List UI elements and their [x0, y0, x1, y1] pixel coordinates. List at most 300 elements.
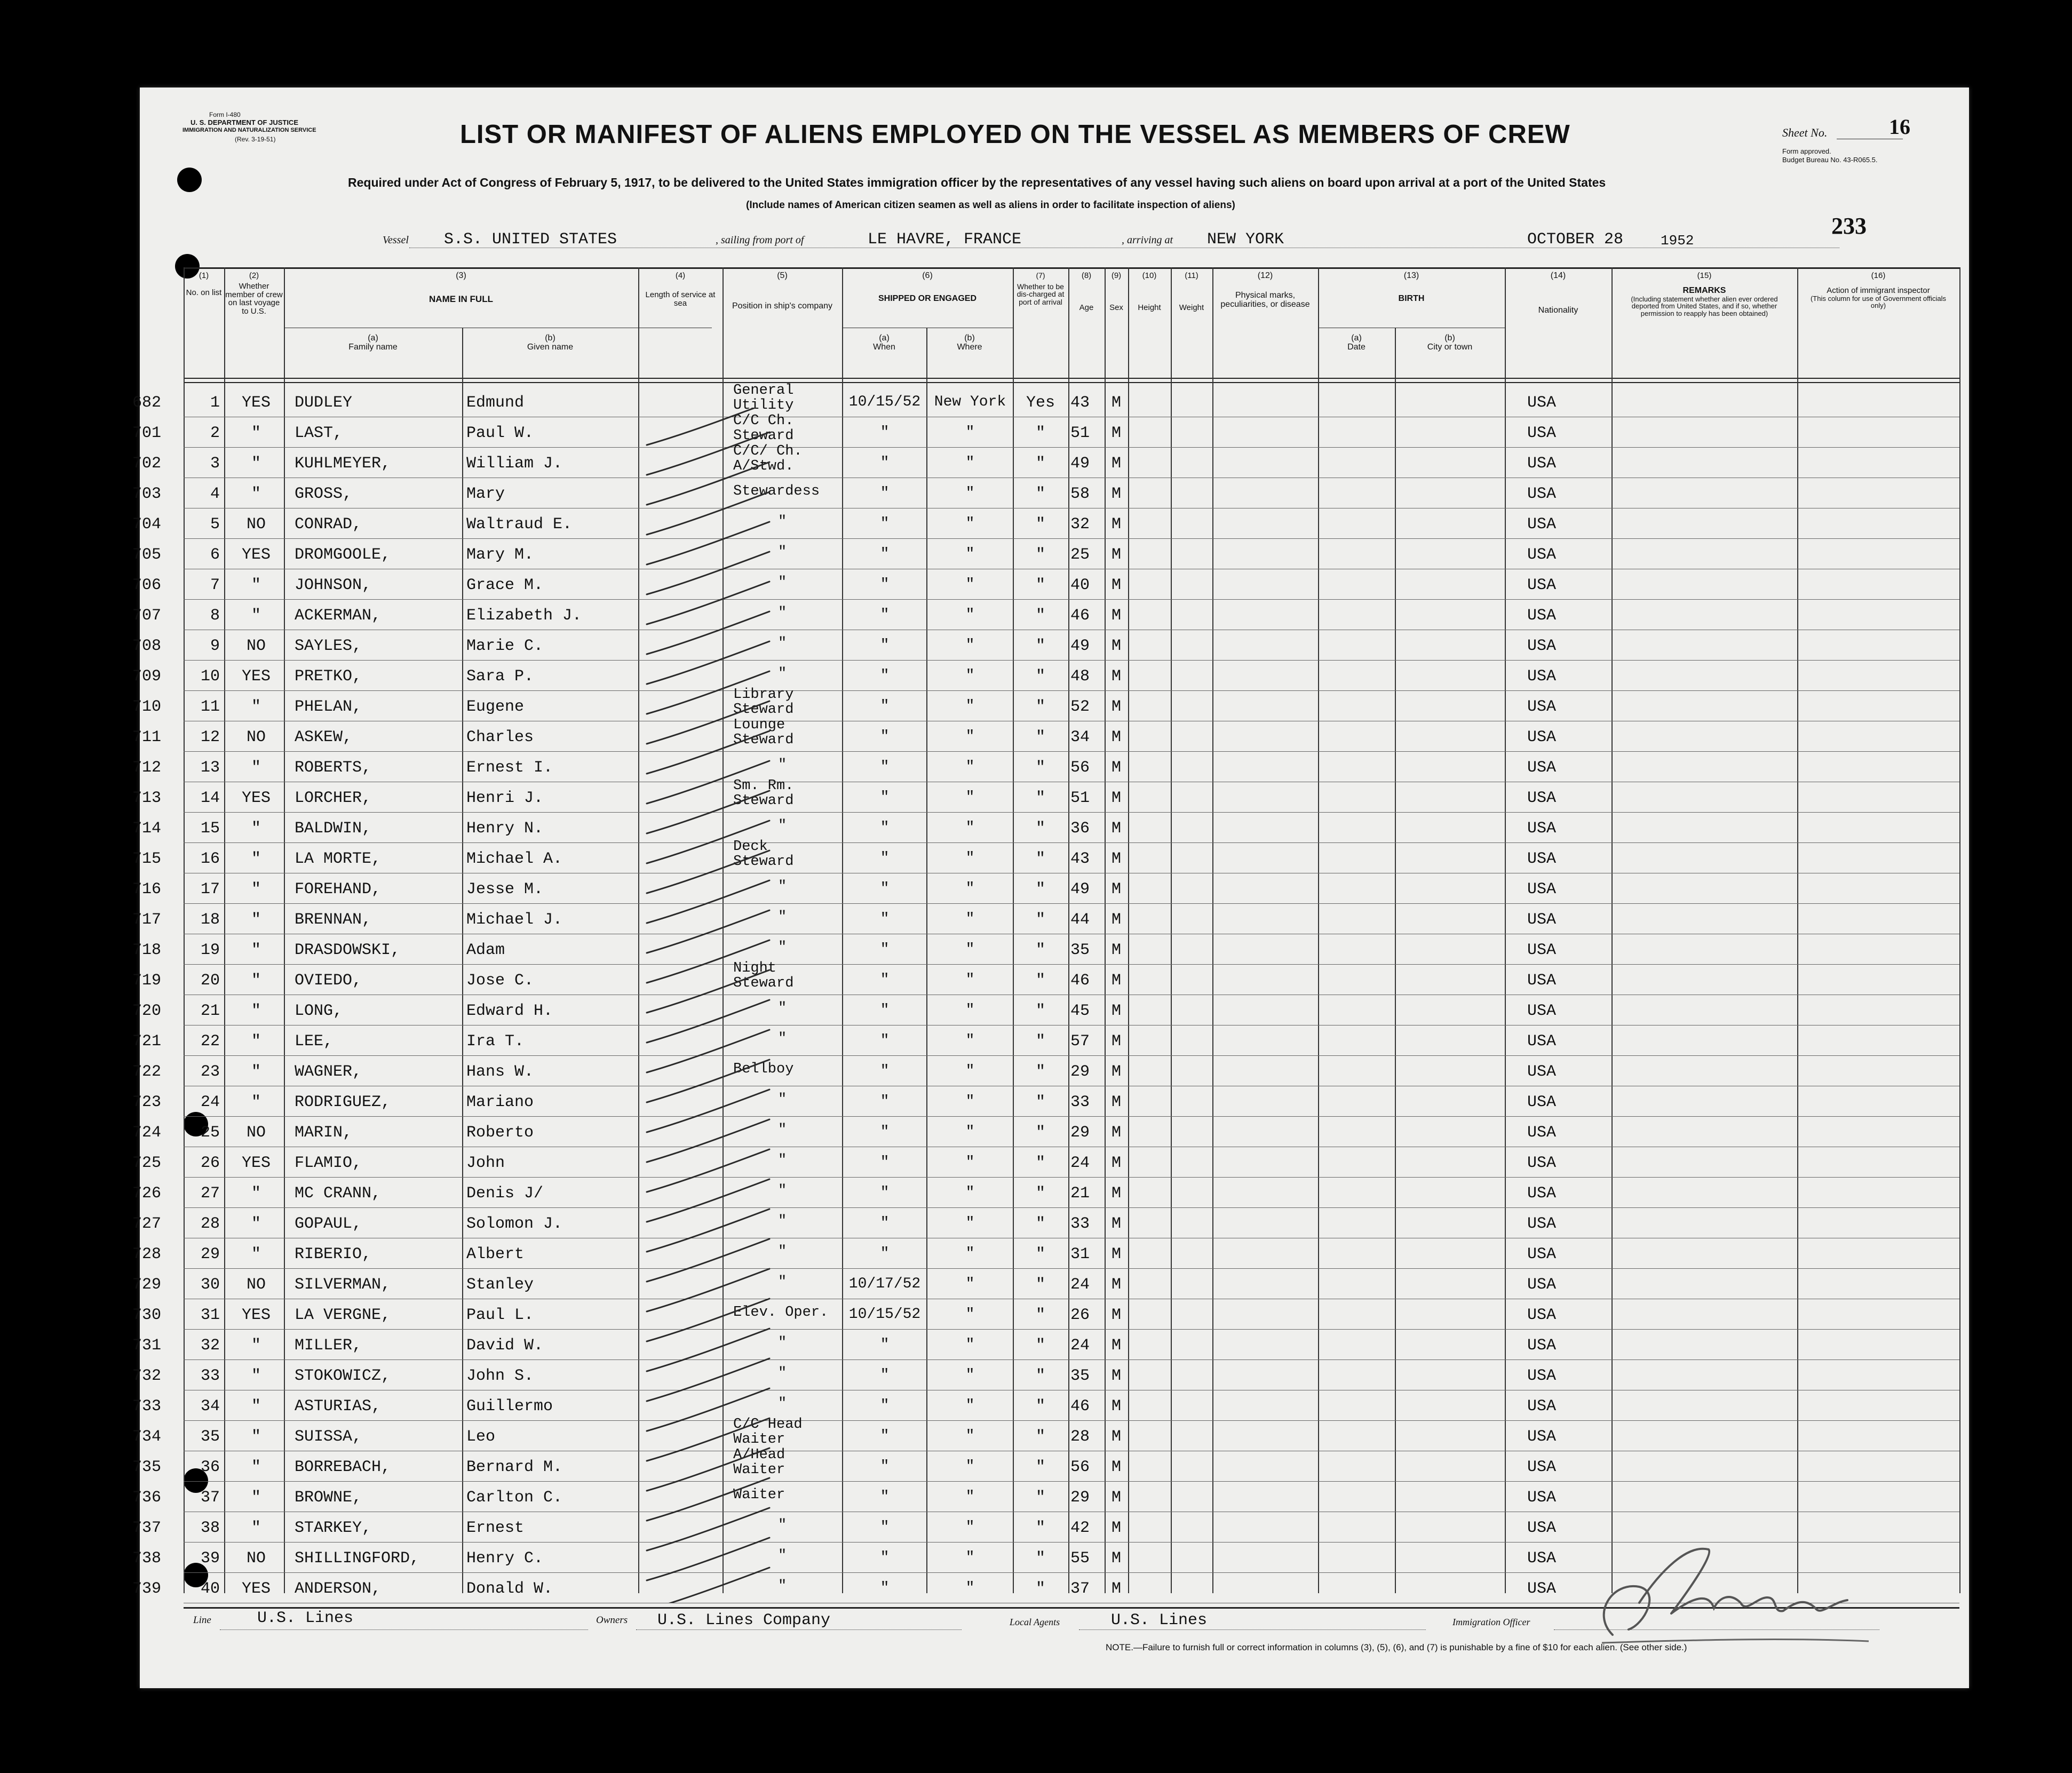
row-reference: 708: [132, 637, 161, 655]
discharged: ": [1035, 941, 1045, 959]
row-reference: 721: [132, 1032, 161, 1051]
row-number: 3: [210, 455, 220, 473]
position-line-1: Library: [733, 687, 794, 703]
given-name: John: [466, 1154, 505, 1172]
position-line-2: ": [778, 818, 787, 834]
shipped-when: ": [880, 759, 890, 775]
row-reference: 682: [132, 394, 161, 412]
shipped-where: ": [965, 1367, 975, 1384]
given-name: Michael A.: [466, 850, 563, 868]
discharged: ": [1035, 1367, 1045, 1385]
discharged: ": [1035, 1549, 1045, 1568]
nationality: USA: [1527, 698, 1557, 716]
form-approved: Form approved.: [1782, 147, 1831, 155]
family-name: KUHLMEYER,: [295, 455, 391, 473]
given-name: Marie C.: [466, 637, 544, 655]
position-line-2: ": [778, 1000, 787, 1016]
previous-voyage: ": [251, 1093, 261, 1111]
row-reference: 733: [132, 1397, 161, 1416]
row-reference: 715: [132, 850, 161, 868]
age: 51: [1070, 424, 1090, 442]
budget-bureau-no: Budget Bureau No. 43-R065.5.: [1782, 156, 1878, 164]
age: 42: [1070, 1519, 1090, 1537]
family-name: STARKEY,: [295, 1519, 372, 1537]
nationality: USA: [1527, 728, 1557, 746]
row-number: 37: [200, 1489, 220, 1507]
age: 31: [1070, 1245, 1090, 1263]
family-name: MARIN,: [295, 1124, 353, 1142]
nationality: USA: [1527, 637, 1557, 655]
previous-voyage: ": [251, 1397, 261, 1416]
shipped-when: 10/15/52: [848, 394, 921, 410]
row-number: 29: [200, 1245, 220, 1263]
discharged: ": [1035, 728, 1045, 746]
discharged: ": [1035, 1397, 1045, 1416]
row-reference: 705: [132, 546, 161, 564]
nationality: USA: [1527, 546, 1557, 564]
nationality: USA: [1527, 1306, 1557, 1324]
row-number: 20: [200, 972, 220, 990]
discharged: ": [1035, 1337, 1045, 1355]
table-row: [132, 1447, 1969, 1481]
given-name: Paul L.: [466, 1306, 534, 1324]
age: 25: [1070, 546, 1090, 564]
position-line-2: Steward: [733, 975, 794, 991]
shipped-where: ": [965, 1397, 975, 1414]
vessel-name: S.S. UNITED STATES: [444, 230, 617, 249]
previous-voyage: ": [251, 1215, 261, 1233]
table-row: [132, 1329, 1969, 1359]
position-line-1: C/C/ Ch.: [733, 443, 803, 459]
shipped-when: ": [880, 1428, 890, 1444]
nationality: USA: [1527, 424, 1557, 442]
position-line-2: ": [778, 1578, 787, 1594]
given-name: Sara P.: [466, 667, 534, 686]
sex: M: [1111, 546, 1121, 564]
given-name: Michael J.: [466, 911, 563, 929]
position-line-2: Utility: [733, 397, 794, 414]
shipped-where: ": [965, 789, 975, 806]
arriving-label: , arriving at: [1122, 234, 1173, 246]
line-rule: [220, 1629, 588, 1630]
position-line-2: ": [778, 940, 787, 956]
age: 28: [1070, 1428, 1090, 1446]
col-8-header: (8) Age: [1079, 271, 1094, 312]
position-line-2: ": [778, 1365, 787, 1381]
owners-label: Owners: [596, 1615, 628, 1626]
discharged: ": [1035, 424, 1045, 442]
age: 56: [1070, 759, 1090, 777]
position-line-1: C/C Ch.: [733, 413, 794, 429]
row-reference: 736: [132, 1489, 161, 1507]
nationality: USA: [1527, 1124, 1557, 1142]
previous-voyage: YES: [241, 667, 271, 686]
age: 49: [1070, 637, 1090, 655]
sex: M: [1111, 1002, 1121, 1020]
nationality: USA: [1527, 515, 1557, 534]
row-number: 39: [200, 1549, 220, 1568]
family-name: LORCHER,: [295, 789, 372, 807]
age: 43: [1070, 850, 1090, 868]
table-top-rule: [184, 267, 1959, 269]
table-row: [132, 413, 1969, 447]
sex: M: [1111, 1093, 1121, 1111]
family-name: MILLER,: [295, 1337, 362, 1355]
sex: M: [1111, 607, 1121, 625]
nationality: USA: [1527, 1002, 1557, 1020]
row-number: 19: [200, 941, 220, 959]
nationality: USA: [1527, 941, 1557, 959]
shipped-when: ": [880, 1397, 890, 1414]
row-number: 24: [200, 1093, 220, 1111]
discharged: ": [1035, 880, 1045, 899]
discharged: ": [1035, 1306, 1045, 1324]
age: 46: [1070, 972, 1090, 990]
previous-voyage: NO: [246, 728, 266, 746]
shipped-where: ": [965, 1549, 975, 1566]
shipped-when: ": [880, 1580, 890, 1596]
previous-voyage: ": [251, 455, 261, 473]
age: 29: [1070, 1063, 1090, 1081]
previous-voyage: ": [251, 576, 261, 594]
sex: M: [1111, 1184, 1121, 1203]
sex: M: [1111, 820, 1121, 838]
position-line-2: ": [778, 514, 787, 530]
service: IMMIGRATION AND NATURALIZATION SERVICE: [182, 127, 316, 133]
shipped-when: ": [880, 546, 890, 562]
shipped-where: ": [965, 546, 975, 562]
sex: M: [1111, 1397, 1121, 1416]
family-name: LA VERGNE,: [295, 1306, 391, 1324]
shipped-where: ": [965, 1093, 975, 1110]
row-number: 13: [200, 759, 220, 777]
header-rule-2: [184, 382, 1959, 383]
discharged: ": [1035, 1032, 1045, 1051]
age: 49: [1070, 880, 1090, 899]
discharged: ": [1035, 759, 1045, 777]
family-name: LAST,: [295, 424, 343, 442]
position-line-2: ": [778, 1548, 787, 1564]
nationality: USA: [1527, 1428, 1557, 1446]
given-name: Adam: [466, 941, 505, 959]
shipped-where: ": [965, 667, 975, 684]
shipped-when: ": [880, 424, 890, 441]
row-number: 14: [200, 789, 220, 807]
sheet-no-label: Sheet No.: [1782, 126, 1828, 139]
given-name: Donald W.: [466, 1580, 553, 1598]
previous-voyage: ": [251, 820, 261, 838]
age: 29: [1070, 1124, 1090, 1142]
sex: M: [1111, 1276, 1121, 1294]
discharged: ": [1035, 607, 1045, 625]
age: 34: [1070, 728, 1090, 746]
sex: M: [1111, 515, 1121, 534]
discharged: ": [1035, 1124, 1045, 1142]
age: 32: [1070, 515, 1090, 534]
row-number: 22: [200, 1032, 220, 1051]
given-name: Ira T.: [466, 1032, 525, 1051]
position-line-2: A/Stwd.: [733, 458, 794, 474]
position-line-2: ": [778, 909, 787, 925]
table-row: [132, 1055, 1969, 1085]
col-16-header: (16) Action of immigrant inspector (This column for use of Government officials only): [1810, 271, 1947, 310]
position-line-2: ": [778, 757, 787, 773]
shipped-where: ": [965, 1063, 975, 1079]
position-line-2: Elev. Oper.: [733, 1305, 829, 1321]
nationality: USA: [1527, 455, 1557, 473]
given-name: Paul W.: [466, 424, 534, 442]
shipped-when: ": [880, 1063, 890, 1079]
shipped-when: ": [880, 1489, 890, 1505]
row-reference: 723: [132, 1093, 161, 1111]
discharged: ": [1035, 1276, 1045, 1294]
row-number: 31: [200, 1306, 220, 1324]
table-row: [132, 538, 1969, 568]
age: 56: [1070, 1458, 1090, 1476]
row-reference: 735: [132, 1458, 161, 1476]
family-name: ACKERMAN,: [295, 607, 382, 625]
discharged: ": [1035, 972, 1045, 990]
row-number: 12: [200, 728, 220, 746]
nationality: USA: [1527, 880, 1557, 899]
position-line-2: Steward: [733, 793, 794, 809]
shipped-where: New York: [934, 394, 1006, 410]
shipped-when: ": [880, 850, 890, 866]
shipped-where: ": [965, 698, 975, 714]
row-reference: 727: [132, 1215, 161, 1233]
family-name: ROBERTS,: [295, 759, 372, 777]
row-number: 28: [200, 1215, 220, 1233]
discharged: Yes: [1026, 394, 1055, 412]
previous-voyage: ": [251, 1337, 261, 1355]
vessel-label: Vessel: [383, 234, 409, 246]
shipped-when: ": [880, 1124, 890, 1140]
family-name: SAYLES,: [295, 637, 362, 655]
discharged: ": [1035, 1154, 1045, 1172]
row-reference: 709: [132, 667, 161, 686]
shipped-when: ": [880, 1367, 890, 1384]
previous-voyage: ": [251, 424, 261, 442]
sex: M: [1111, 576, 1121, 594]
shipped-where: ": [965, 1428, 975, 1444]
previous-voyage: YES: [241, 1580, 271, 1598]
table-row: [132, 1299, 1969, 1329]
row-number: 25: [200, 1124, 220, 1142]
arrival-port: NEW YORK: [1207, 230, 1284, 249]
nationality: USA: [1527, 972, 1557, 990]
col-11-header: (11) Weight: [1179, 271, 1204, 312]
shipped-where: ": [965, 607, 975, 623]
table-row: [132, 1238, 1969, 1268]
table-row: [132, 812, 1969, 842]
nationality: USA: [1527, 850, 1557, 868]
header-rule: [184, 378, 1959, 379]
family-name: BORREBACH,: [295, 1458, 391, 1476]
table-row: [132, 1481, 1969, 1511]
sex: M: [1111, 911, 1121, 929]
sex: M: [1111, 1245, 1121, 1263]
shipped-when: ": [880, 637, 890, 654]
row-reference: 720: [132, 1002, 161, 1020]
previous-voyage: ": [251, 1063, 261, 1081]
table-row: [132, 873, 1969, 903]
nationality: USA: [1527, 394, 1557, 412]
sex: M: [1111, 455, 1121, 473]
position-line-2: Steward: [733, 732, 794, 748]
row-reference: 728: [132, 1245, 161, 1263]
sex: M: [1111, 1215, 1121, 1233]
family-name: ANDERSON,: [295, 1580, 382, 1598]
shipped-when: ": [880, 1093, 890, 1110]
row-reference: 734: [132, 1428, 161, 1446]
table-row: [132, 687, 1969, 720]
given-name: Waltraud E.: [466, 515, 573, 534]
row-number: 26: [200, 1154, 220, 1172]
nationality: USA: [1527, 789, 1557, 807]
age: 24: [1070, 1276, 1090, 1294]
discharged: ": [1035, 1245, 1045, 1263]
row-reference: 724: [132, 1124, 161, 1142]
previous-voyage: NO: [246, 637, 266, 655]
position-line-2: ": [778, 575, 787, 591]
nationality: USA: [1527, 607, 1557, 625]
given-name: Jesse M.: [466, 880, 544, 899]
table-row: [132, 660, 1969, 690]
discharged: ": [1035, 789, 1045, 807]
table-row: [132, 1086, 1969, 1116]
sex: M: [1111, 1549, 1121, 1568]
shipped-when: ": [880, 485, 890, 502]
family-name: RODRIGUEZ,: [295, 1093, 391, 1111]
discharged: ": [1035, 667, 1045, 686]
shipped-when: ": [880, 1549, 890, 1566]
shipped-where: ": [965, 637, 975, 654]
shipped-where: ": [965, 485, 975, 502]
age: 33: [1070, 1093, 1090, 1111]
nationality: USA: [1527, 1215, 1557, 1233]
age: 49: [1070, 455, 1090, 473]
shipped-where: ": [965, 1154, 975, 1171]
table-row: [132, 443, 1969, 477]
col-10-header: (10) Height: [1138, 271, 1161, 312]
table-row: [132, 1359, 1969, 1389]
previous-voyage: ": [251, 1032, 261, 1051]
shipped-where: ": [965, 1032, 975, 1049]
shipped-when: ": [880, 698, 890, 714]
row-reference: 731: [132, 1337, 161, 1355]
position-line-1: Night: [733, 960, 777, 976]
given-name: Mary M.: [466, 546, 534, 564]
previous-voyage: YES: [241, 789, 271, 807]
shipped-where: ": [965, 455, 975, 471]
nationality: USA: [1527, 1458, 1557, 1476]
family-name: FOREHAND,: [295, 880, 382, 899]
form-subtitle: Required under Act of Congress of February 5, 1917, to be delivered to the United States immigration officer by the representatives of any vessel having such aliens on board upon arrival at a port of the United States: [348, 176, 1606, 189]
sex: M: [1111, 1032, 1121, 1051]
age: 46: [1070, 607, 1090, 625]
row-number: 6: [210, 546, 220, 564]
col-14-header: (14) Nationality: [1538, 271, 1578, 315]
shipped-where: ": [965, 850, 975, 866]
position-line-2: ": [778, 1335, 787, 1351]
departure-port: LE HAVRE, FRANCE: [868, 230, 1022, 249]
row-reference: 701: [132, 424, 161, 442]
sex: M: [1111, 424, 1121, 442]
sex: M: [1111, 1063, 1121, 1081]
row-reference: 719: [132, 972, 161, 990]
owners-value: U.S. Lines Company: [657, 1611, 831, 1629]
shipped-when: ": [880, 1184, 890, 1201]
form-subtitle-2: (Include names of American citizen seamen as well as aliens in order to facilitate inspection of aliens): [746, 200, 1235, 211]
shipped-where: ": [965, 1580, 975, 1596]
table-row: [132, 960, 1969, 994]
discharged: ": [1035, 576, 1045, 594]
row-number: 9: [210, 637, 220, 655]
sheet-no: 16: [1889, 115, 1910, 139]
sex: M: [1111, 880, 1121, 899]
age: 57: [1070, 1032, 1090, 1051]
family-name: GOPAUL,: [295, 1215, 362, 1233]
row-number: 23: [200, 1063, 220, 1081]
row-reference: 707: [132, 607, 161, 625]
position-line-2: ": [778, 1244, 787, 1260]
shipped-when: ": [880, 1245, 890, 1262]
nationality: USA: [1527, 1580, 1557, 1598]
previous-voyage: ": [251, 972, 261, 990]
shipped-when: ": [880, 455, 890, 471]
previous-voyage: NO: [246, 515, 266, 534]
row-reference: 739: [132, 1580, 161, 1598]
discharged: ": [1035, 820, 1045, 838]
row-reference: 711: [132, 728, 161, 746]
position-line-2: ": [778, 1517, 787, 1533]
row-number: 33: [200, 1367, 220, 1385]
family-name: LONG,: [295, 1002, 343, 1020]
row-reference: 729: [132, 1276, 161, 1294]
age: 48: [1070, 667, 1090, 686]
agents-rule: [1079, 1629, 1426, 1630]
previous-voyage: ": [251, 1489, 261, 1507]
row-number: 10: [200, 667, 220, 686]
age: 52: [1070, 698, 1090, 716]
shipped-where: ": [965, 1002, 975, 1019]
discharged: ": [1035, 911, 1045, 929]
family-name: GROSS,: [295, 485, 353, 503]
given-name: Guillermo: [466, 1397, 553, 1416]
given-name: David W.: [466, 1337, 544, 1355]
position-line-2: Steward: [733, 854, 794, 870]
family-name: BALDWIN,: [295, 820, 372, 838]
given-name: Albert: [466, 1245, 525, 1263]
sex: M: [1111, 1519, 1121, 1537]
nationality: USA: [1527, 576, 1557, 594]
given-name: John S.: [466, 1367, 534, 1385]
table-row: [132, 1147, 1969, 1176]
shipped-where: ": [965, 1489, 975, 1505]
position-line-1: C/C Head: [733, 1417, 803, 1433]
position-line-2: ": [778, 1092, 787, 1108]
table-row: [132, 1390, 1969, 1420]
sex: M: [1111, 1580, 1121, 1598]
discharged: ": [1035, 1215, 1045, 1233]
nationality: USA: [1527, 820, 1557, 838]
family-name: PRETKO,: [295, 667, 362, 686]
sex: M: [1111, 728, 1121, 746]
table-row: [132, 934, 1969, 964]
page-stamp: 233: [1831, 213, 1867, 239]
shipped-when: ": [880, 1458, 890, 1475]
position-line-2: ": [778, 544, 787, 560]
